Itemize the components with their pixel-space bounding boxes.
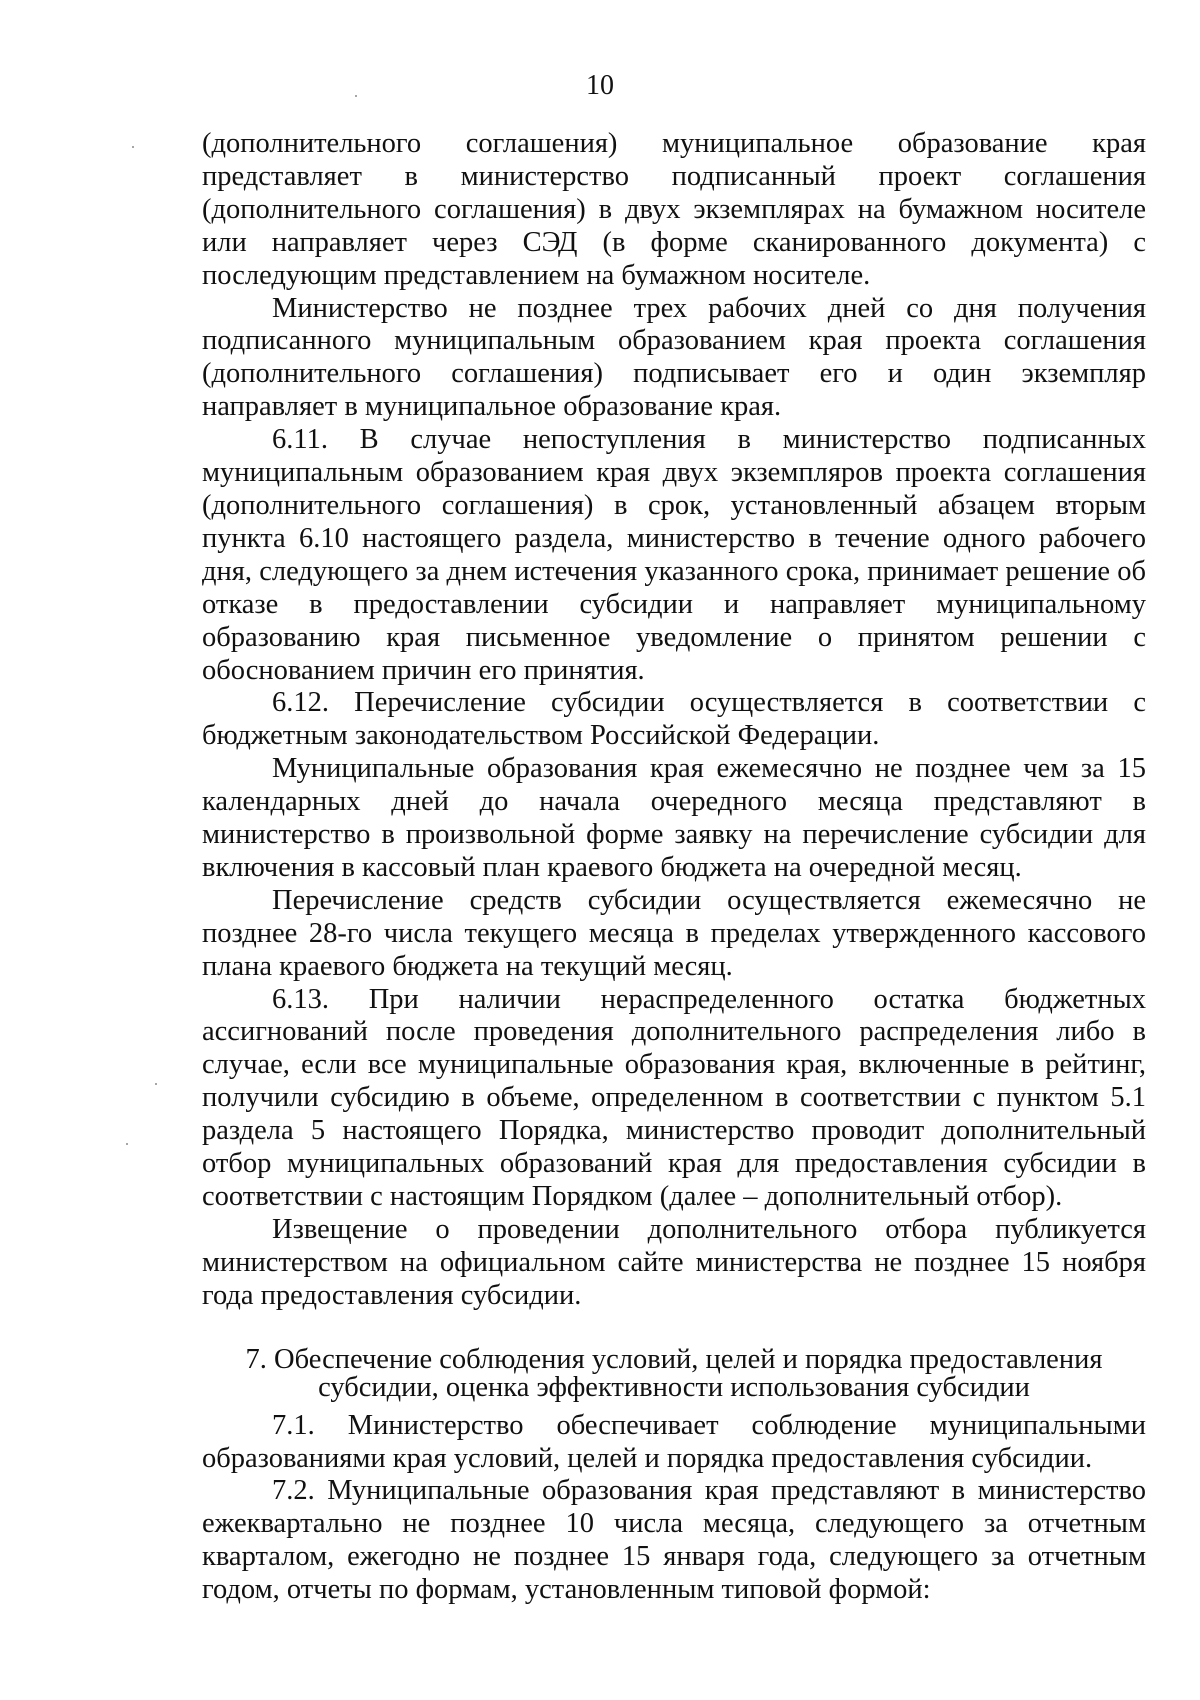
scan-speck <box>155 1083 157 1085</box>
paragraph-6-12: 6.12. Перечисление субсидии осуществляется в соответствии с бюджетным законодательством Российской Федерации. <box>202 687 1146 752</box>
paragraph-7-1: 7.1. Министерство обеспечивает соблюдение муниципальными образованиями края условий, целей и порядка предоставления субсидии. <box>202 1409 1146 1474</box>
paragraph-6-11: 6.11. В случае непоступления в министерство подписанных муниципальным образованием края двух экземпляров проекта соглашения (дополнительного соглашения) в срок, установленный абзацем вторым пункта 6.10 настоящего раздела, министерство в течение одного рабочего дня, следующего за днем истечения указанного срока, принимает решение об отказе в предоставлении субсидии и направляет муниципальному образованию края письменное уведомление о принятом решении с обоснованием причин его принятия. <box>202 424 1146 686</box>
paragraph-7-2: 7.2. Муниципальные образования края представляют в министерство ежеквартально не позднее 10 числа месяца, следующего за отчетным кварталом, ежегодно не позднее 15 января года, следующего за отчетным годом, отчеты по формам, установленным типовой формой: <box>202 1475 1146 1606</box>
paragraph: Перечисление средств субсидии осуществляется ежемесячно не позднее 28-го числа текущего месяца в пределах утвержденного кассового плана краевого бюджета на текущий месяц. <box>202 884 1146 982</box>
scan-speck <box>126 1143 128 1145</box>
paragraph-6-13: 6.13. При наличии нераспределенного остатка бюджетных ассигнований после проведения дополнительного распределения либо в случае, если все муниципальные образования края, включенные в рейтинг, получили субсидию в объеме, определенном в соответствии с пунктом 5.1 раздела 5 настоящего Порядка, министерство проводит дополнительный отбор муниципальных образований края для предоставления субсидии в соответствии с настоящим Порядком (далее – дополнительный отбор). <box>202 983 1146 1212</box>
document-body <box>202 128 1146 1607</box>
scan-speck <box>132 146 134 148</box>
section-heading: 7. Обеспечение соблюдения условий, целей и порядка предоставления субсидии, оценка эффективности использования субсидии <box>245 1343 1103 1403</box>
paragraph: Министерство не позднее трех рабочих дней со дня получения подписанного муниципальным образованием края проекта соглашения (дополнительного соглашения) подписывает его и один экземпляр направляет в муниципальное образование края. <box>202 292 1146 423</box>
page-number: 10 <box>586 70 614 101</box>
paragraph: Муниципальные образования края ежемесячно не позднее чем за 15 календарных дней до начала очередного месяца представляют в министерство в произвольной форме заявку на перечисление субсидии для включения в кассовый план краевого бюджета на очередной месяц. <box>202 753 1146 883</box>
paragraph-continuation: (дополнительного соглашения) муниципальное образование края представляет в министерство подписанный проект соглашения (дополнительного соглашения) в двух экземплярах на бумажном носителе или направляет через СЭД (в форме сканированного документа) с последующим представлением на бумажном носителе. <box>202 128 1146 291</box>
paragraph: Извещение о проведении дополнительного отбора публикуется министерством на официальном сайте министерства не позднее 15 ноября года предоставления субсидии. <box>202 1213 1146 1311</box>
scan-speck <box>355 95 357 97</box>
